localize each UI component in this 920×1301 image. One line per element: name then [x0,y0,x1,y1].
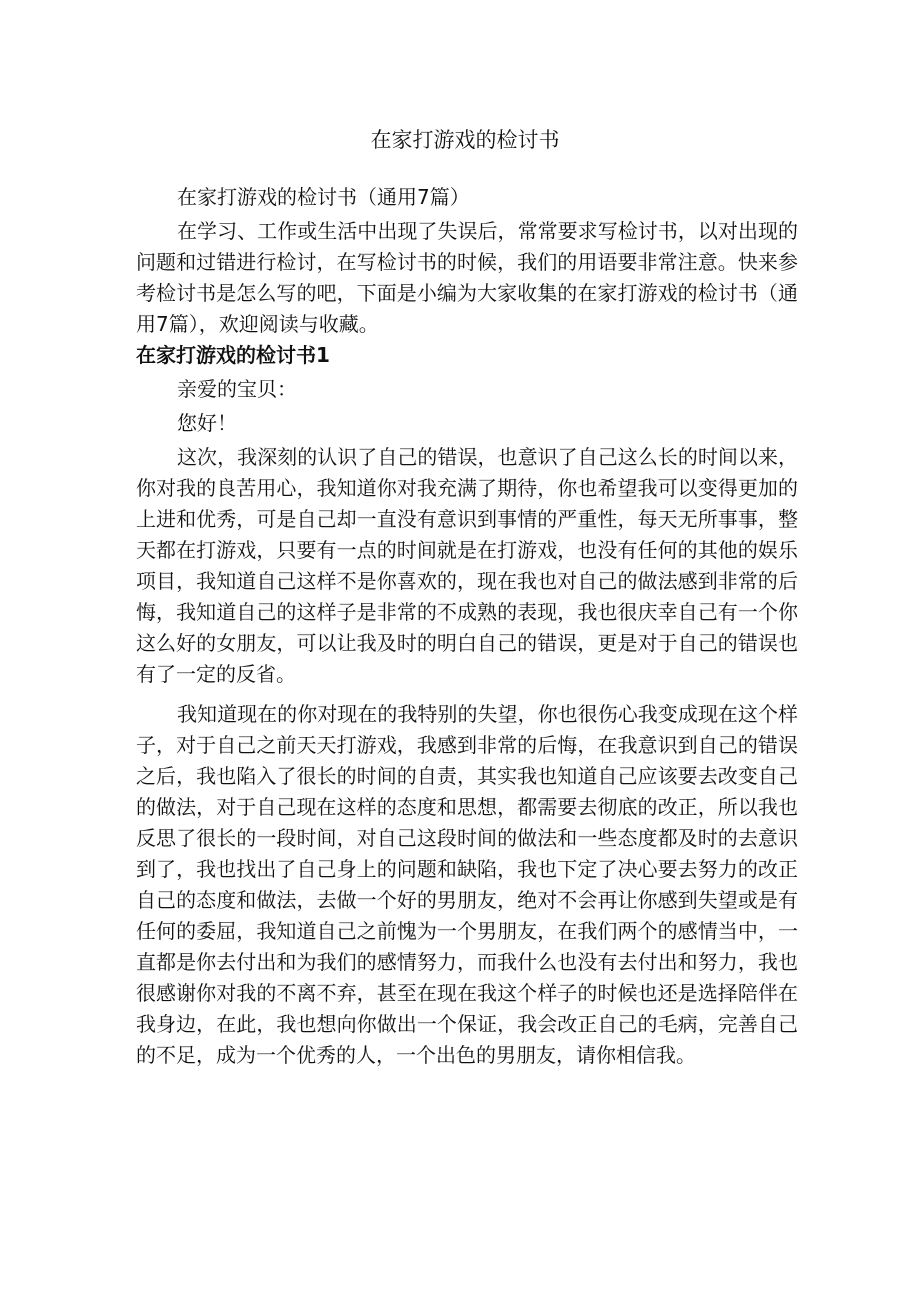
document-body [136,182,798,1071]
document-subtitle: 在家打游戏的检讨书（通用7篇） [177,185,470,209]
body-paragraph-2: 我知道现在的你对现在的我特别的失望，你也很伤心我变成现在这个样子，对于自己之前天天打游戏，我感到非常的后悔，在我意识到自己的错误之后，我也陷入了很长的时间的自责，其实我也知道自己应该要去改变自己的做法，对于自己现在这样的态度和思想，都需要去彻底的改正，所以我也反思了很长的一段时间，对自己这段时间的做法和一些态度都及时的去意识到了，我也找出了自己身上的问题和缺陷，我也下定了决心要去努力的改正自己的态度和做法，去做一个好的男朋友，绝对不会再让你感到失望或是有任何的委屈，我知道自己之前愧为一个男朋友，在我们两个的感情当中，一直都是你去付出和为我们的感情努力，而我什么也没有去付出和努力，我也很感谢你对我的不离不弃，甚至在现在我这个样子的时候也还是选择陪伴在我身边，在此，我也想向你做出一个保证，我会改正自己的毛病，完善自己的不足，成为一个优秀的人，一个出色的男朋友，请你相信我。 [136,702,798,1067]
body-paragraph-1: 这次，我深刻的认识了自己的错误，也意识了自己这么长的时间以来，你对我的良苦用心，我知道你对我充满了期待，你也希望我可以变得更加的上进和优秀，可是自己却一直没有意识到事情的严重性，每天无所事事，整天都在打游戏，只要有一点的时间就是在打游戏，也没有任何的其他的娱乐项目，我知道自己这样不是你喜欢的，现在我也对自己的做法感到非常的后悔，我知道自己的这样子是非常的不成熟的表现，我也很庆幸自己有一个你这么好的女朋友，可以让我及时的明白自己的错误，更是对于自己的错误也有了一定的反省。 [136,445,798,686]
letter-greeting: 您好！ [177,411,237,435]
document-title: 在家打游戏的检讨书 [370,128,560,152]
section-heading: 在家打游戏的检讨书1 [136,343,330,367]
intro-paragraph: 在学习、工作或生活中出现了失误后，常常要求写检讨书，以对出现的问题和过错进行检讨，在写检讨书的时候，我们的用语要非常注意。快来参考检讨书是怎么写的吧，下面是小编为大家收集的在家打游戏的检讨书（通用7篇），欢迎阅读与收藏。 [136,219,798,336]
letter-salutation: 亲爱的宝贝： [177,377,297,401]
